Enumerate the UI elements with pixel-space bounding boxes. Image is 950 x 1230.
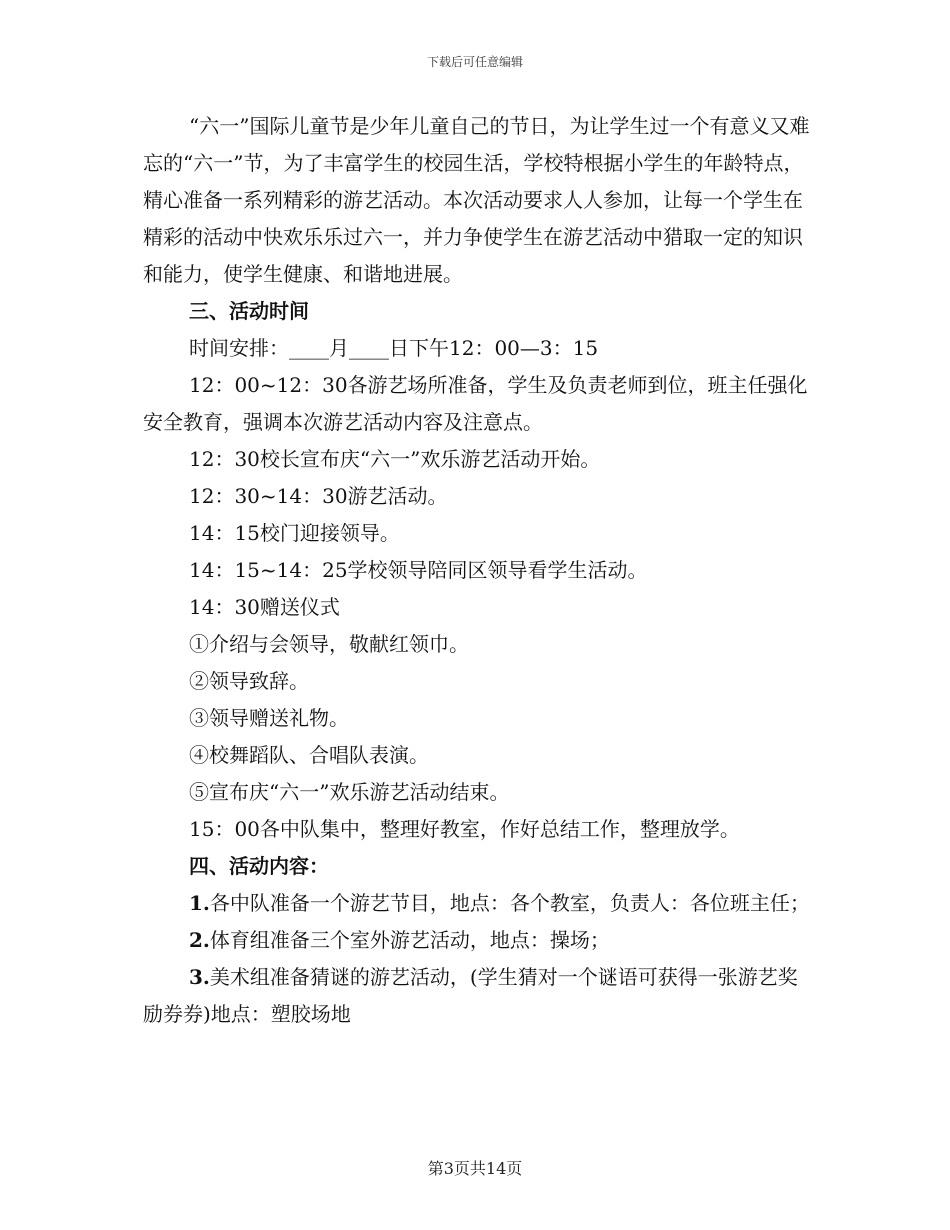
ceremony-step: ②领导致辞。 — [189, 669, 309, 693]
content-item — [143, 885, 813, 922]
document-body — [143, 108, 813, 1033]
schedule-line: 时间安排：____月____日下午12：00—3：15 — [189, 336, 599, 360]
schedule-line: 12：00~12：30各游艺场所准备，学生及负责老师到位，班主任强化安全教育，强调本次游艺活动内容及注意点。 — [143, 373, 808, 434]
page-footer: 第3页共14页 — [427, 1159, 523, 1178]
schedule-line: 15：00各中队集中，整理好教室，作好总结工作，整理放学。 — [189, 817, 740, 841]
item-number: 2. — [189, 928, 210, 952]
item-text: 体育组准备三个室外游艺活动，地点：操场； — [209, 928, 610, 952]
schedule-line: 14：15~14：25学校领导陪同区领导看学生活动。 — [189, 558, 648, 582]
item-number: 1. — [189, 891, 210, 915]
schedule-line: 12：30校长宣布庆“六一”欢乐游艺活动开始。 — [189, 447, 601, 471]
schedule-line: 14：30赠送仪式 — [189, 595, 340, 619]
intro-paragraph: “六一”国际儿童节是少年儿童自己的节日，为让学生过一个有意义又难忘的“六一”节，为了丰富学生的校园生活，学校特根据小学生的年龄特点，精心准备一系列精彩的游艺活动。本次活动要求人人参加，让每一个学生在精彩的活动中快欢乐乐过六一，并力争使学生在游艺活动中猎取一定的知识和能力，使学生健康、和谐地进展。 — [143, 114, 810, 286]
ceremony-step: ④校舞蹈队、合唱队表演。 — [189, 743, 429, 767]
item-number: 3. — [189, 965, 210, 989]
item-text: 美术组准备猜谜的游艺活动，(学生猜对一个谜语可获得一张游艺奖励券券)地点：塑胶场地 — [143, 965, 798, 1026]
content-item — [143, 922, 813, 959]
section-heading-content: 四、活动内容： — [189, 854, 329, 878]
ceremony-step: ⑤宣布庆“六一”欢乐游艺活动结束。 — [189, 780, 510, 804]
schedule-line: 12：30~14：30游艺活动。 — [189, 484, 448, 508]
ceremony-step: ①介绍与会领导，敬献红领巾。 — [189, 632, 469, 656]
item-text: 各中队准备一个游艺节目，地点：各个教室，负责人：各位班主任； — [209, 891, 810, 915]
section-heading-time: 三、活动时间 — [189, 299, 309, 323]
schedule-line: 14：15校门迎接领导。 — [189, 521, 400, 545]
ceremony-step: ③领导赠送礼物。 — [189, 706, 349, 730]
content-item — [143, 959, 813, 1033]
page-header: 下载后可任意编辑 — [426, 55, 523, 69]
